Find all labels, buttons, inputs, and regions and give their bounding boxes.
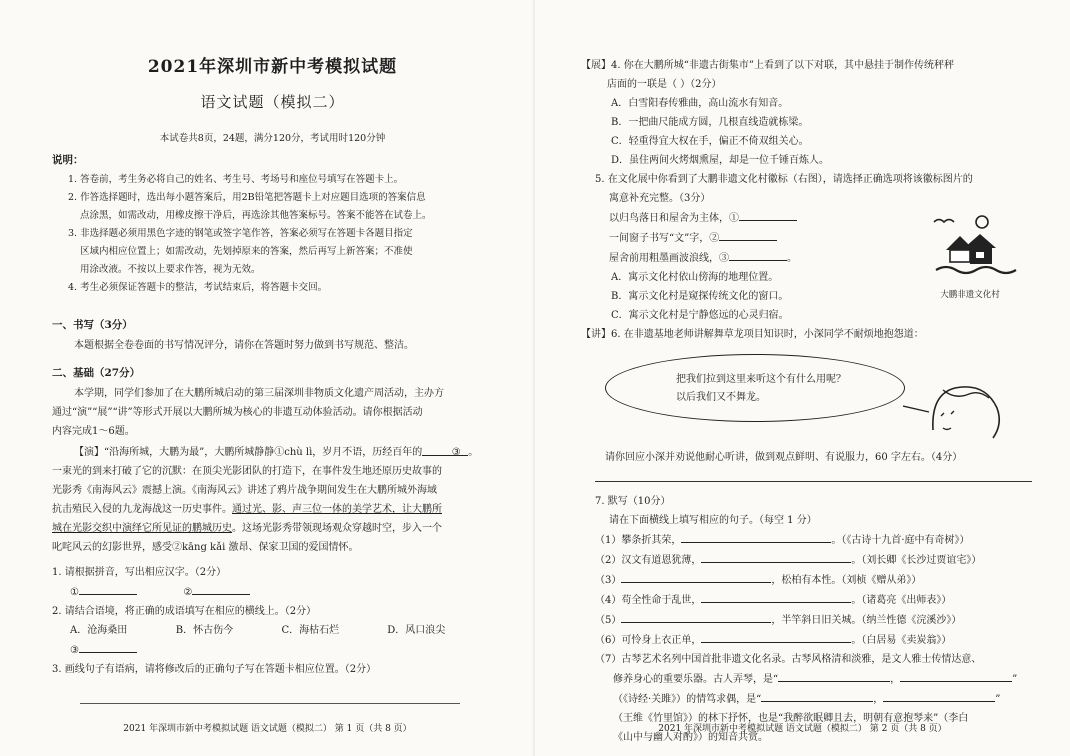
question-6-task: 请你回应小深并劝说他耐心听讲，做到观点鲜明、有说服力，60 字左右。（4分） — [605, 452, 963, 463]
section-2-title: 二、基础（27分） — [52, 367, 141, 379]
footer-rule — [80, 703, 460, 704]
bubble-text-1: 把我们拉到这里来听这个有什么用呢？ — [676, 374, 846, 385]
q7-item-7-line-2: 修养身心的重要乐器。古人弄琴，是“ ， ” — [595, 669, 1032, 689]
logo-caption: 大鹏非遗文化村 — [940, 290, 1000, 300]
q5-line-3: 屋舍前用粗墨画波浪线，③ 。 — [595, 248, 1032, 268]
option-d: D．风口浪尖 — [387, 625, 446, 636]
q7-item-5: （5） ，半竿斜日旧关城。（纳兰性德《浣溪沙》） — [595, 610, 1032, 630]
q5-option-c: C．寓示文化村是宁静悠远的心灵归宿。 — [611, 310, 789, 321]
q5-blank-3[interactable] — [729, 248, 787, 261]
question-6: 【讲】6. 在非遗基地老师讲解舞草龙项目知识时，小深同学不耐烦地抱怨道： — [581, 329, 924, 340]
question-4: 【展】4. 你在大鹏所城“非遗古街集市”上看到了以下对联，其中悬挂于制作传统秤秤 — [581, 60, 954, 71]
q7-blank-9[interactable] — [761, 689, 873, 702]
exam-subtitle: 语文试题（模拟二） — [200, 93, 345, 111]
q5-blank-2[interactable] — [719, 228, 777, 241]
q7-blank-4[interactable] — [701, 590, 851, 603]
yan-line-4: 抗击殖民入侵的九龙海战这一历史事件。通过光、影、声三位一体的美学艺术，让大鹏所 — [52, 504, 442, 515]
question-3: 3. 画线句子有语病，请将修改后的正确句子写在答题卡相应位置。（2分） — [52, 664, 377, 675]
question-1-answers: ① ② — [52, 582, 493, 602]
page-footer-2: 2021 年深圳市新中考模拟试题 语文试题（模拟二） 第 2 页（共 8 页） — [658, 724, 947, 734]
instruction-4: 4. 考生必须保证答题卡的整洁，考试结束后，将答题卡交回。 — [68, 282, 328, 293]
q7-blank-10[interactable] — [883, 689, 995, 702]
q7-blank-8[interactable] — [900, 669, 1012, 682]
q5-blank-1[interactable] — [739, 208, 797, 221]
q4-option-c: C．轻重得宜大权在手，偏正不倚双组关心。 — [611, 136, 809, 147]
underlined-sentence-part-2: 城在光影交织中演绎它所见证的鹏城历史 — [52, 523, 232, 534]
instructions-label: 说明： — [52, 154, 84, 166]
section-2-intro-1: 本学期，同学们参加了在大鹏所城启动的第三届深圳非物质文化遗产周活动，主办方 — [74, 388, 444, 399]
q4-option-b: B．一把曲尺能成方圆，几根直线造就栋梁。 — [611, 117, 809, 128]
question-7: 7. 默写（10分） — [595, 496, 671, 507]
question-1: 1. 请根据拼音，写出相应汉字。（2分） — [52, 567, 227, 578]
q5-line-2: 一间窗子书写“文”字，② — [595, 228, 1032, 248]
village-logo-icon — [920, 210, 1020, 282]
exam-page-2 — [535, 0, 1070, 756]
q7-item-7-line-4: （王维《竹里馆》）的林下抒怀，也是“我醉欲眠卿且去，明朝有意抱琴来”（李白 — [613, 713, 969, 724]
q4-option-d: D．虽住两间火烤烟熏屋，却是一位千锤百炼人。 — [611, 155, 830, 166]
q5-line-1: 以归鸟落日和屋舍为主体，① — [595, 208, 1032, 228]
page-footer: 2021 年深圳市新中考模拟试题 语文试题（模拟二） 第 1 页（共 8 页） — [123, 724, 412, 734]
question-2-options — [52, 621, 493, 640]
speech-bubble — [605, 354, 905, 422]
q7-blank-1[interactable] — [681, 530, 831, 543]
answer-blank-2[interactable] — [192, 582, 250, 595]
q5-option-a: A．寓示文化村依山傍海的地理位置。 — [611, 272, 779, 283]
q7-item-1: （1）攀条折其荣， 。（《古诗十九首·庭中有奇树》） — [595, 530, 1032, 550]
q7-blank-6[interactable] — [701, 630, 851, 643]
section-2-intro-2: 通过“演”“展”“讲”等形式开展以大鹏所城为核心的非遗互动体验活动。请你根据活动 — [52, 407, 423, 418]
question-2-answer: ③ — [52, 640, 493, 660]
question-2: 2. 请结合语境，将正确的成语填写在相应的横线上。（2分） — [52, 606, 317, 617]
yan-line-6: 叱咤风云的幻影世界，感受②kāng kǎi 激昂、保家卫国的爱国情怀。 — [52, 542, 359, 553]
q7-blank-2[interactable] — [701, 550, 851, 563]
instruction-3: 3. 非选择题必须用黑色字迹的钢笔或签字笔作答，答案必须写在答题卡各题目指定 区域内相应位置上；如需改动，先划掉原来的答案，然后再写上新答案；不准使 用涂改液。不按以上要求作答，视为无效。 — [68, 228, 413, 275]
exam-meta: 本试卷共8页，24题，满分120分，考试用时120分钟 — [159, 133, 386, 144]
option-c: C．海枯石烂 — [281, 625, 340, 636]
q7-item-7-line-1: （7）古琴艺术名列中国首批非遗文化名录。古琴风格清和淡雅，是文人雅士传情达意、 — [595, 654, 982, 665]
blank-3[interactable]: ③ — [422, 443, 468, 456]
q6-answer-line[interactable] — [595, 471, 1032, 482]
section-1-title: 一、书写（3分） — [52, 319, 133, 331]
q7-item-2: （2）汉文有道恩犹薄， 。（刘长卿《长沙过贾谊宅》） — [595, 550, 1032, 570]
underlined-sentence-part-1: 通过光、影、声三位一体的美学艺术，让大鹏所 — [232, 504, 442, 515]
question-5: 5. 在文化展中你看到了大鹏非遗文化村徽标（右图），请选择正确选项将该徽标图片的 — [595, 174, 973, 185]
q7-item-3: （3） ，松柏有本性。（刘桢《赠从弟》） — [595, 570, 1032, 590]
village-logo — [910, 210, 1030, 300]
speech-bubble-area — [595, 350, 1032, 442]
q7-blank-3[interactable] — [621, 570, 771, 583]
q5-option-b: B．寓示文化村是窥探传统文化的窗口。 — [611, 291, 789, 302]
yan-line-5: 城在光影交织中演绎它所见证的鹏城历史。这场光影秀带领现场观众穿越时空，步入一个 — [52, 523, 442, 534]
q4-option-a: A．白雪阳春传雅曲，高山流水有知音。 — [611, 98, 789, 109]
answer-blank-3[interactable] — [79, 640, 137, 653]
q7-item-7-line-3: （《诗经·关雎》）的情笃求偶，是“ ， ” — [595, 689, 1032, 709]
yan-line-3: 光影秀《南海风云》震撼上演。《南海风云》讲述了鸦片战争期间发生在大鹏所城外海域 — [52, 485, 437, 496]
exam-title: 2021年深圳市新中考模拟试题 — [147, 57, 398, 77]
question-7-sub: 请在下面横线上填写相应的句子。（每空 1 分） — [609, 515, 817, 526]
q7-blank-5[interactable] — [621, 610, 771, 623]
instruction-2: 2. 作答选择题时，选出每小题答案后，用2B铅笔把答题卡上对应题目选项的答案信息 点涂黑，如需改动，用橡皮擦干净后，再选涂其他答案标号。答案不能答在试卷上。 — [68, 192, 432, 221]
answer-blank-1[interactable] — [79, 582, 137, 595]
section-1-text: 本题根据全卷卷面的书写情况评分，请你在答题时努力做到书写规范、整洁。 — [74, 340, 414, 351]
q7-item-6: （6）可怜身上衣正单， 。（白居易《卖炭翁》） — [595, 630, 1032, 650]
student-face-icon — [903, 380, 1023, 444]
section-2-intro-3: 内容完成1～6题。 — [52, 426, 135, 437]
q7-item-7-line-5: 《山中与幽人对酌》）的知音共赏。 — [613, 732, 768, 743]
option-a: A．沧海桑田 — [70, 625, 128, 636]
question-5-line-2: 寓意补充完整。（3分） — [609, 193, 711, 204]
bubble-text-2: 以后我们又不舞龙。 — [676, 392, 766, 403]
yan-line-2: 一束光的到来打破了它的沉默：在顶尖光影团队的打造下，在事件发生地还原历史故事的 — [52, 466, 442, 477]
q7-blank-7[interactable] — [778, 669, 890, 682]
q7-item-4: （4）苟全性命于乱世， 。（诸葛亮《出师表》） — [595, 590, 1032, 610]
question-4-line-2: 店面的一联是（ ）（2分） — [607, 79, 722, 90]
option-b: B．怀古伤今 — [175, 625, 234, 636]
yan-line-1: 【演】“沿海所城，大鹏为最”，大鹏所城静静①chù lì，岁月不语，历经百年的 ③ 。 — [52, 443, 493, 462]
instruction-1: 1. 答卷前，考生务必将自己的姓名、考生号、考场号和座位号填写在答题卡上。 — [68, 174, 404, 185]
